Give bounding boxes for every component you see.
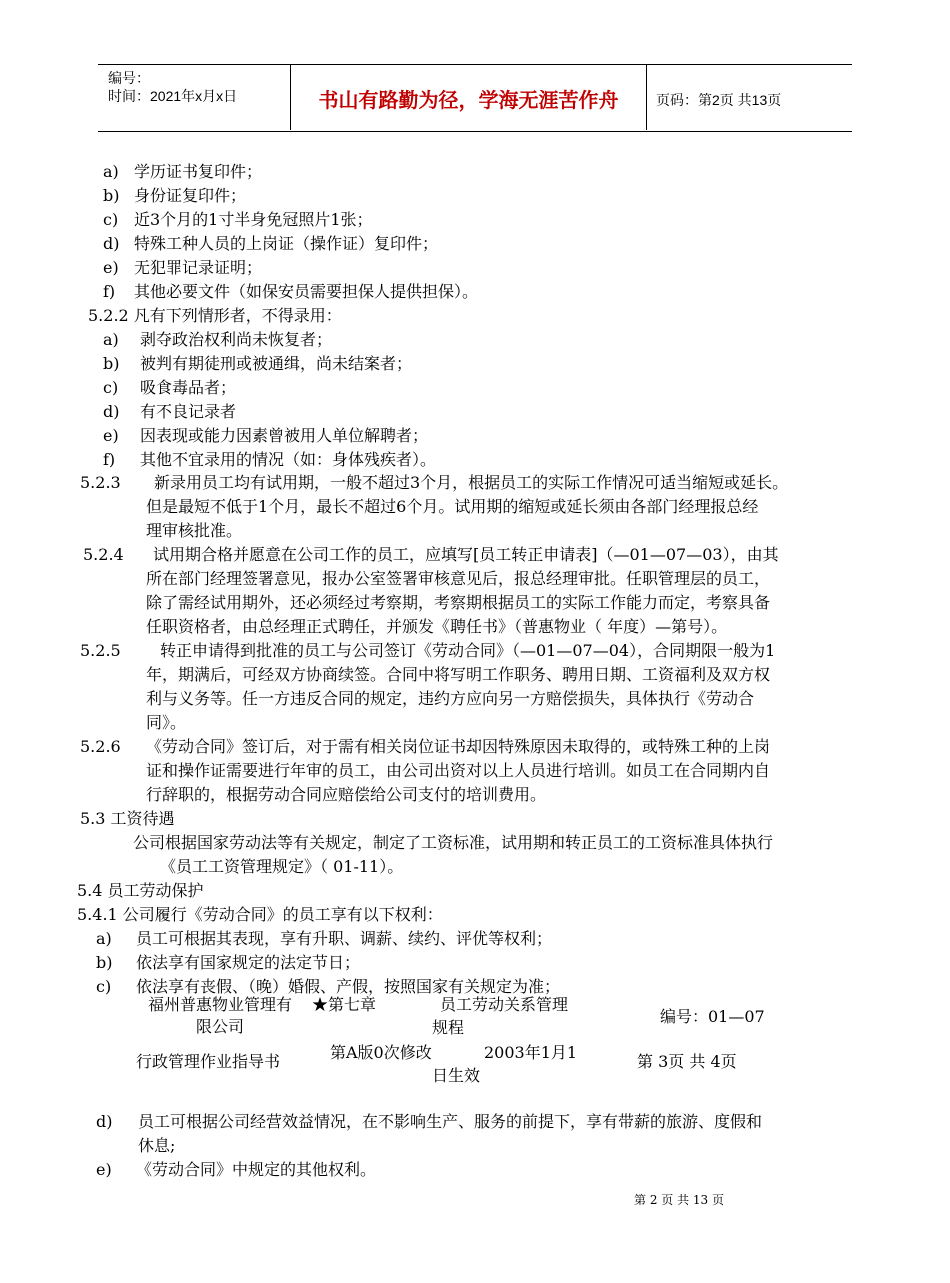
section-number: 5.2.6 bbox=[80, 737, 121, 756]
paragraph-line: 《劳动合同》签订后，对于需有相关岗位证书却因特殊原因未取得的，或特殊工种的上岗 bbox=[146, 737, 771, 756]
effective-date: 2003年1月1 bbox=[484, 1043, 578, 1062]
paragraph-line: 任职资格者，由总经理正式聘任，并颁发《聘任书》（普惠物业（ 年度）—第号）。 bbox=[146, 617, 728, 636]
paragraph-line: 公司根据国家劳动法等有关规定，制定了工资标准，试用期和转正员工的工资标准具体执行 bbox=[133, 833, 774, 852]
section-heading: 5.4 员工劳动保护 bbox=[77, 881, 204, 900]
list-label: a) bbox=[103, 162, 119, 181]
list-item: 吸食毒品者； bbox=[140, 378, 237, 397]
time-label: 时间：2021年x月x日 bbox=[108, 88, 238, 104]
list-label: e) bbox=[96, 1160, 112, 1179]
list-item: 有不良记录者 bbox=[140, 402, 237, 421]
list-label: b) bbox=[96, 953, 113, 972]
company-name-line: 福州普惠物业管理有 bbox=[147, 995, 292, 1014]
effective-date: 日生效 bbox=[432, 1066, 481, 1085]
section-heading: 5.4.1 公司履行《劳动合同》的员工享有以下权利： bbox=[77, 905, 443, 924]
paragraph-line: 所在部门经理签署意见，报办公室签署审核意见后，报总经理审批。任职管理层的员工， bbox=[146, 569, 771, 588]
doc-title-line: 规程 bbox=[432, 1018, 465, 1037]
list-label: a) bbox=[103, 330, 119, 349]
list-item: 员工可根据公司经营效益情况，在不影响生产、服务的前提下，享有带薪的旅游、度假和 bbox=[138, 1112, 763, 1131]
doc-title-line: 员工劳动关系管理 bbox=[440, 995, 569, 1014]
list-item: 依法享有国家规定的法定节日； bbox=[136, 953, 361, 972]
chapter-label: ★第七章 bbox=[312, 995, 377, 1014]
list-label: c) bbox=[96, 977, 112, 996]
section-number: 5.2.5 bbox=[80, 641, 121, 660]
list-label: f) bbox=[103, 282, 116, 301]
list-item: 特殊工种人员的上岗证（操作证）复印件； bbox=[134, 234, 439, 253]
paragraph-line: 《员工工资管理规定》（ 01-11）。 bbox=[160, 857, 404, 876]
paragraph-line: 转正申请得到批准的员工与公司签订《劳动合同》（—01—07—04），合同期限一般为1 bbox=[160, 641, 776, 660]
list-item: 无犯罪记录证明； bbox=[134, 258, 263, 277]
section-number: 5.2.4 bbox=[83, 545, 124, 564]
paragraph-line: 行辞职的，根据劳动合同应赔偿给公司支付的培训费用。 bbox=[146, 785, 547, 804]
header-meta bbox=[108, 69, 237, 105]
list-item: 《劳动合同》中规定的其他权利。 bbox=[136, 1160, 377, 1179]
paragraph-line: 理审核批准。 bbox=[146, 521, 243, 540]
page-count: 第 3页 共 4页 bbox=[637, 1052, 737, 1071]
header-divider bbox=[646, 64, 647, 130]
paragraph-line: 证和操作证需要进行年审的员工，由公司出资对以上人员进行培训。如员工在合同期内自 bbox=[146, 761, 771, 780]
list-label: c) bbox=[103, 378, 119, 397]
list-label: b) bbox=[103, 354, 120, 373]
list-item: 休息; bbox=[138, 1136, 176, 1155]
section-number: 5.2.3 bbox=[80, 473, 121, 492]
list-label: e) bbox=[103, 426, 119, 445]
list-item: 近3个月的1寸半身免冠照片1张； bbox=[134, 210, 373, 229]
paragraph-line: 利与义务等。任一方违反合同的规定，违约方应向另一方赔偿损失，具体执行《劳动合 bbox=[146, 689, 755, 708]
company-name-line: 限公司 bbox=[195, 1017, 244, 1036]
list-label: d) bbox=[96, 1112, 113, 1131]
list-label: b) bbox=[103, 186, 120, 205]
list-item: 因表现或能力因素曾被用人单位解聘者； bbox=[140, 426, 429, 445]
list-item: 依法享有丧假、（晚）婚假、产假，按照国家有关规定为准； bbox=[136, 977, 561, 996]
list-item: 被判有期徒刑或被通缉，尚未结案者； bbox=[140, 354, 413, 373]
list-item: 身份证复印件； bbox=[134, 186, 247, 205]
list-label: f) bbox=[103, 450, 116, 469]
list-label: d) bbox=[103, 234, 120, 253]
header-motto: 书山有路勤为径，学海无涯苦作舟 bbox=[318, 90, 619, 112]
list-label: e) bbox=[103, 258, 119, 277]
list-label: c) bbox=[103, 210, 119, 229]
code-label: 编号： bbox=[108, 70, 150, 86]
paragraph-line: 试用期合格并愿意在公司工作的员工，应填写[员工转正申请表]（—01—07—03），由其 bbox=[153, 545, 779, 564]
header-page-info: 页码：第2页 共13页 bbox=[656, 92, 782, 108]
paragraph-line: 但是最短不低于1个月，最长不超过6个月。试用期的缩短或延长须由各部门经理报总经 bbox=[146, 497, 759, 516]
list-item: 学历证书复印件； bbox=[134, 162, 263, 181]
paragraph-line: 同》。 bbox=[146, 713, 187, 732]
paragraph-line: 新录用员工均有试用期，一般不超过3个月，根据员工的实际工作情况可适当缩短或延长。 bbox=[154, 473, 789, 492]
doc-code: 编号：01—07 bbox=[660, 1007, 765, 1026]
list-label: d) bbox=[103, 402, 120, 421]
list-label: a) bbox=[96, 929, 112, 948]
page-footer: 第 2 页 共 13 页 bbox=[634, 1193, 724, 1207]
list-item: 其他必要文件（如保安员需要担保人提供担保）。 bbox=[134, 282, 479, 301]
guide-title: 行政管理作业指导书 bbox=[136, 1052, 281, 1071]
version-label: 第A版0次修改 bbox=[330, 1043, 432, 1062]
list-item: 员工可根据其表现，享有升职、调薪、续约、评优等权利； bbox=[136, 929, 553, 948]
list-item: 其他不宜录用的情况（如：身体残疾者）。 bbox=[140, 450, 437, 469]
section-heading: 5.2.2 凡有下列情形者，不得录用： bbox=[88, 306, 342, 325]
section-heading: 5.3 工资待遇 bbox=[80, 809, 175, 828]
paragraph-line: 年，期满后，可经双方协商续签。合同中将写明工作职务、聘用日期、工资福利及双方权 bbox=[146, 665, 771, 684]
paragraph-line: 除了需经试用期外，还必须经过考察期，考察期根据员工的实际工作能力而定，考察具备 bbox=[146, 593, 771, 612]
list-item: 剥夺政治权利尚未恢复者； bbox=[140, 330, 333, 349]
company-name bbox=[130, 994, 310, 1038]
